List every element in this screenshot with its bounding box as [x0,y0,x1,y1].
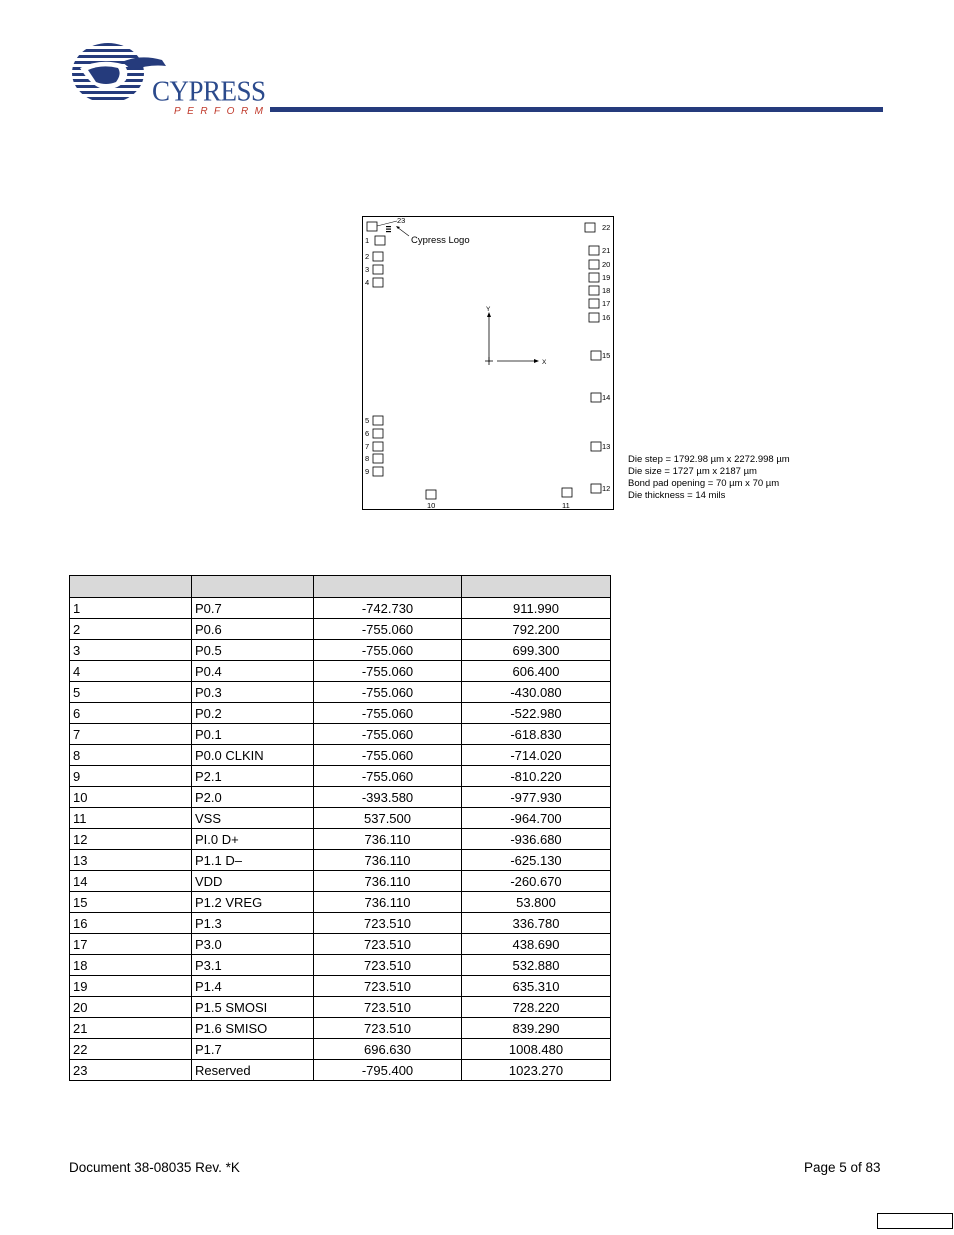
table-cell: P3.1 [192,955,314,976]
table-cell: -618.830 [462,724,611,745]
pad-7 [373,442,383,451]
pad-17 [589,299,599,308]
table-row [70,808,611,829]
die-notes [628,454,790,502]
table-row [70,619,611,640]
column-header [314,576,462,598]
table-cell: -393.580 [314,787,462,808]
pad-5 [373,416,383,425]
pad-13 [591,442,601,451]
die-note: Die size = 1727 µm x 2187 µm [628,466,757,477]
table-cell: -522.980 [462,703,611,724]
pad-18 [589,286,599,295]
table-cell: 5 [70,682,192,703]
axis-y-label: Y [486,306,491,313]
pad-1 [375,236,385,245]
pad-19 [589,273,599,282]
table-cell: P0.6 [192,619,314,640]
table-cell: 699.300 [462,640,611,661]
pad-label-13: 13 [602,442,611,451]
table-cell: 23 [70,1060,192,1081]
table-cell: P1.2 VREG [192,892,314,913]
table-cell: 336.780 [462,913,611,934]
logo-tagline: PERFORM [174,106,270,117]
pad-label-17: 17 [602,299,611,308]
table-cell: 7 [70,724,192,745]
table-cell: 20 [70,997,192,1018]
table-cell: 736.110 [314,871,462,892]
table-cell: 438.690 [462,934,611,955]
pad-label-3: 3 [365,265,370,274]
table-cell: P3.0 [192,934,314,955]
table-row [70,1060,611,1081]
table-cell: -742.730 [314,598,462,619]
table-cell: 537.500 [314,808,462,829]
pad-21 [589,246,599,255]
pad-label-22: 22 [602,223,611,232]
table-cell: 22 [70,1039,192,1060]
axis-x-label: X [542,359,547,366]
table-cell: 1 [70,598,192,619]
document-number: Document 38-08035 Rev. *K [69,1160,240,1175]
table-cell: P0.5 [192,640,314,661]
table-cell: P1.4 [192,976,314,997]
pad-11 [562,488,572,497]
table-cell: P0.7 [192,598,314,619]
table-cell: 723.510 [314,1018,462,1039]
page-number: Page 5 of 83 [804,1160,881,1175]
pad-label-9: 9 [365,467,370,476]
pad-label-19: 19 [602,273,611,282]
cypress-logo-label: Cypress Logo [411,235,470,246]
table-row [70,1039,611,1060]
table-row [70,766,611,787]
table-cell: P0.3 [192,682,314,703]
table-row [70,745,611,766]
table-cell: 736.110 [314,892,462,913]
table-row [70,829,611,850]
table-row [70,871,611,892]
pad-6 [373,429,383,438]
table-cell: -625.130 [462,850,611,871]
table-cell: 8 [70,745,192,766]
table-cell: P1.5 SMOSI [192,997,314,1018]
table-cell: PI.0 D+ [192,829,314,850]
pad-12 [591,484,601,493]
table-cell: 723.510 [314,976,462,997]
pad-coordinate-table [69,575,611,1081]
table-cell: 17 [70,934,192,955]
pad-label-2: 2 [365,252,370,261]
table-row [70,976,611,997]
pad-2 [373,252,383,261]
table-cell: -714.020 [462,745,611,766]
table-cell: 2 [70,619,192,640]
table-row [70,892,611,913]
pad-22 [585,223,595,232]
pad-label-6: 6 [365,429,370,438]
pad-14 [591,393,601,402]
pad-label-20: 20 [602,260,611,269]
pad-label-1: 1 [365,236,370,245]
pad-label-7: 7 [365,442,370,451]
table-cell: -755.060 [314,745,462,766]
table-cell: 1023.270 [462,1060,611,1081]
table-row [70,724,611,745]
pad-4 [373,278,383,287]
table-cell: P0.0 CLKIN [192,745,314,766]
header-rule [270,107,883,112]
table-header-row [70,576,611,598]
pad-label-8: 8 [365,454,370,463]
table-cell: 15 [70,892,192,913]
table-cell: Reserved [192,1060,314,1081]
table-row [70,640,611,661]
cypress-logo-mark-icon [386,226,391,232]
table-cell: 723.510 [314,934,462,955]
table-cell: 14 [70,871,192,892]
table-cell: 53.800 [462,892,611,913]
table-cell: P2.0 [192,787,314,808]
table-cell: -755.060 [314,724,462,745]
table-cell: 736.110 [314,829,462,850]
pad-label-14: 14 [602,393,611,402]
table-row [70,1018,611,1039]
table-cell: VSS [192,808,314,829]
table-cell: 723.510 [314,997,462,1018]
logo-wordmark: CYPRESS [152,75,266,107]
table-cell: 728.220 [462,997,611,1018]
table-cell: -755.060 [314,619,462,640]
die-diagram [362,216,614,510]
table-cell: 11 [70,808,192,829]
table-cell: P0.4 [192,661,314,682]
column-header [192,576,314,598]
table-row [70,787,611,808]
table-row [70,703,611,724]
die-note: Bond pad opening = 70 µm x 70 µm [628,478,780,489]
table-cell: 839.290 [462,1018,611,1039]
table-cell: 736.110 [314,850,462,871]
table-cell: P1.1 D– [192,850,314,871]
table-row [70,955,611,976]
pad-10 [426,490,436,499]
table-cell: 606.400 [462,661,611,682]
table-cell: P2.1 [192,766,314,787]
table-cell: -795.400 [314,1060,462,1081]
table-cell: -430.080 [462,682,611,703]
table-row [70,934,611,955]
table-cell: P0.1 [192,724,314,745]
table-cell: P1.6 SMISO [192,1018,314,1039]
pad-label-23: 23 [397,217,406,225]
table-cell: P1.3 [192,913,314,934]
die-note: Die step = 1792.98 µm x 2272.998 µm [628,454,790,465]
pad-label-5: 5 [365,416,370,425]
table-body [70,598,611,1081]
pad-23 [367,222,377,231]
feedback-box [877,1213,953,1229]
pad-9 [373,467,383,476]
table-cell: 911.990 [462,598,611,619]
table-row [70,997,611,1018]
table-cell: -755.060 [314,682,462,703]
column-header [462,576,611,598]
pad-label-12: 12 [602,484,611,493]
table-cell: 4 [70,661,192,682]
table-cell: 723.510 [314,913,462,934]
table-cell: 696.630 [314,1039,462,1060]
table-row [70,661,611,682]
table-cell: -810.220 [462,766,611,787]
table-cell: 12 [70,829,192,850]
pad-8 [373,454,383,463]
table-cell: 723.510 [314,955,462,976]
table-cell: 3 [70,640,192,661]
table-cell: -755.060 [314,640,462,661]
pad-20 [589,260,599,269]
table-cell: P0.2 [192,703,314,724]
table-cell: 13 [70,850,192,871]
table-cell: 635.310 [462,976,611,997]
table-cell: VDD [192,871,314,892]
table-row [70,850,611,871]
table-cell: -755.060 [314,703,462,724]
pad-label-16: 16 [602,313,611,322]
pad-15 [591,351,601,360]
table-cell: -964.700 [462,808,611,829]
table-cell: 16 [70,913,192,934]
table-cell: -260.670 [462,871,611,892]
table-cell: -755.060 [314,766,462,787]
table-row [70,682,611,703]
table-row [70,598,611,619]
pad-16 [589,313,599,322]
table-cell: 792.200 [462,619,611,640]
table-cell: 1008.480 [462,1039,611,1060]
pad-label-11: 11 [562,501,570,509]
pad-label-21: 21 [602,246,611,255]
table-cell: P1.7 [192,1039,314,1060]
table-cell: 18 [70,955,192,976]
table-cell: -936.680 [462,829,611,850]
pad-label-4: 4 [365,278,370,287]
table-cell: 6 [70,703,192,724]
pad-label-18: 18 [602,286,611,295]
column-header [70,576,192,598]
table-cell: 21 [70,1018,192,1039]
pad-label-15: 15 [602,351,611,360]
table-cell: -755.060 [314,661,462,682]
pad-label-10: 10 [427,501,436,509]
table-cell: 532.880 [462,955,611,976]
table-cell: 10 [70,787,192,808]
die-note: Die thickness = 14 mils [628,490,726,501]
pad-3 [373,265,383,274]
table-row [70,913,611,934]
table-cell: 19 [70,976,192,997]
table-cell: -977.930 [462,787,611,808]
table-cell: 9 [70,766,192,787]
